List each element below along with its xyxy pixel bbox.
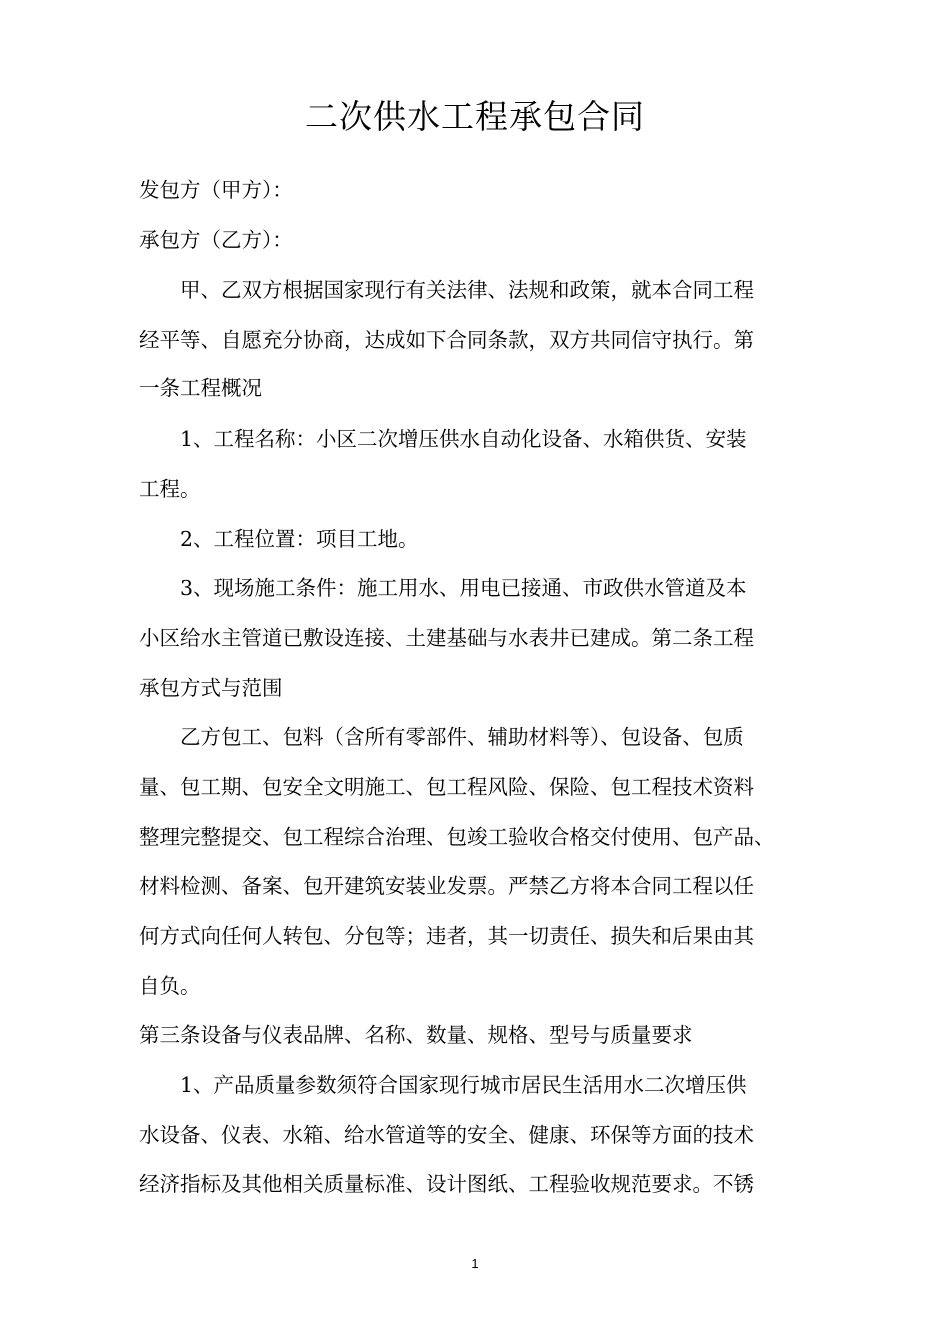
text-line: 何方式向任何人转包、分包等；违者，其一切责任、损失和后果由其	[139, 924, 754, 948]
text-line: 2、工程位置：项目工地。	[180, 527, 419, 551]
text-line: 小区给水主管道已敷设连接、土建基础与水表井已建成。第二条工程	[139, 626, 754, 650]
text-line: 经平等、自愿充分协商，达成如下合同条款，双方共同信守执行。第	[139, 328, 754, 352]
party-a-line: 发包方（甲方）：	[139, 178, 293, 202]
text-line: 工程。	[139, 477, 201, 501]
text-line: 整理完整提交、包工程综合治理、包竣工验收合格交付使用、包产品、	[139, 825, 775, 849]
text-line: 一条工程概况	[139, 376, 262, 400]
text-line: 经济指标及其他相关质量标准、设计图纸、工程验收规范要求。不锈	[139, 1172, 754, 1196]
text-line: 3、现场施工条件：施工用水、用电已接通、市政供水管道及本	[180, 576, 747, 600]
text-line: 自负。	[139, 974, 201, 998]
party-b-line: 承包方（乙方）：	[139, 228, 293, 252]
text-line: 1、产品质量参数须符合国家现行城市居民生活用水二次增压供	[180, 1073, 747, 1097]
text-line: 材料检测、备案、包开建筑安装业发票。严禁乙方将本合同工程以任	[139, 874, 754, 898]
section-heading: 第三条设备与仪表品牌、名称、数量、规格、型号与质量要求	[139, 1023, 693, 1047]
text-line: 承包方式与范围	[139, 676, 283, 700]
text-line: 量、包工期、包安全文明施工、包工程风险、保险、包工程技术资料	[139, 775, 754, 799]
text-line: 甲、乙双方根据国家现行有关法律、法规和政策，就本合同工程	[180, 278, 754, 302]
page-number: 1	[471, 1256, 479, 1271]
document-title: 二次供水工程承包合同	[305, 97, 645, 136]
text-line: 水设备、仪表、水箱、给水管道等的安全、健康、环保等方面的技术	[139, 1123, 754, 1147]
text-line: 1、工程名称：小区二次增压供水自动化设备、水箱供货、安装	[180, 427, 747, 451]
text-line: 乙方包工、包料（含所有零部件、辅助材料等）、包设备、包质	[180, 725, 744, 749]
